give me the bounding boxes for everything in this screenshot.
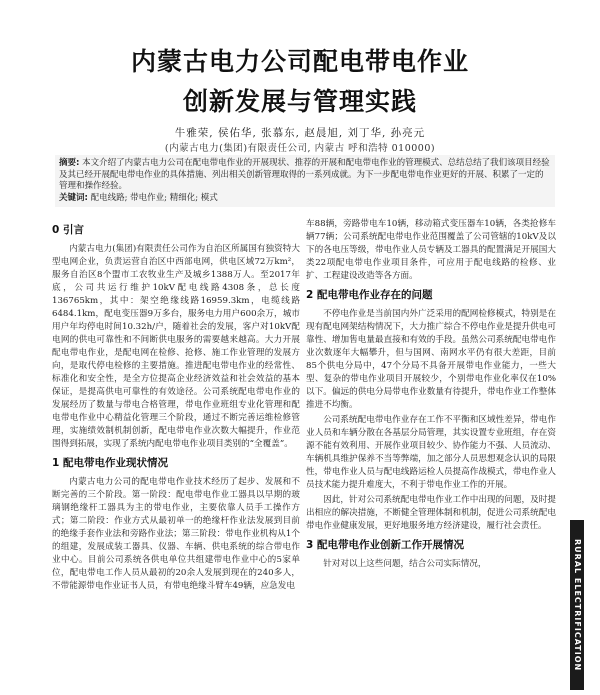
paragraph: 因此，针对公司系统配电带电作业工作中出现的问题，及时提出相应的解决措施，不断健全管理体制和机制，促进公司系统配电带电作业健康发展，更好地服务地方经济建设，履行社会责任。: [306, 495, 556, 531]
right-column: [306, 218, 556, 573]
abstract-box: [55, 155, 555, 207]
section-heading-intro: 0 引言: [52, 224, 84, 236]
keywords-text: 配电线路; 带电作业; 精细化; 模式: [90, 192, 218, 203]
title-line-1: 内蒙古电力公司配电带电作业: [130, 47, 469, 76]
abstract-text: 本文介绍了内蒙古电力公司在配电带电作业的开展现状、推荐的开展和配电带电作业的管理模式、总结总结了我们该项目经验及其已经开展配电带电作业的具体措施、列出相关创新管理取得的一系列成就。为下一步配电带电作业更好的开展、积累了一定的管理和操作经验。: [59, 158, 550, 191]
abstract-label: 摘要:: [59, 158, 80, 168]
section-heading-3: 3 配电带电作业创新工作开展情况: [306, 539, 464, 551]
paragraph: 针对对以上这些问题，结合公司实际情况，: [323, 559, 487, 569]
paragraph: 车88辆，旁路带电车10辆，移动箱式变压器车10辆，各类抢修车辆77辆；公司系统配电带电作业范围覆盖了公司管辖的10kV及以下的各电压等级，带电作业人员专辆及工器具的配置满足开展国大类22项配电带电作业项目条件，可应用于配电线路的检修、业扩、工程建设改造等各方面。: [306, 219, 556, 281]
section-heading-2: 2 配电带电作业存在的问题: [306, 289, 433, 301]
left-column: [52, 218, 300, 595]
paragraph: 不停电作业是当前国内外广泛采用的配网检修模式，特别是在现有配电网架结构情况下，大力推广综合不停电作业是提升供电可靠性、增加售电量最直接和有效的手段。虽然公司系统配电带电作业次数逐年大幅攀升，但与国网、南网水平仍有很大差距，目前85个供电分局中，47个分局不具备开展带电作业能力，一些大型、复杂的带电作业项目开展较少，个别带电作业化率仅在10%以下。偏远的供电分局带电作业数量有待提升，带电作业工作整体推进不均衡。: [306, 309, 556, 410]
authors: 牛雅荣, 侯佑华, 张慕东, 赵晨旭, 刘丁华, 孙亮元: [174, 127, 426, 139]
paragraph: 内蒙古电力公司的配电带电作业技术经历了起步、发展和不断完善的三个阶段。第一阶段：配电带电作业工器具以早期的玻璃钢绝缘杆工器具为主的带电作业，主要依靠人员手工操作方式；第二阶段：作业方式从最初单一的绝缘杆作业法发展到目前的绝缘手套作业法和旁路作业法；第三阶段：带电作业机构从1个的组建，发展成装工器具、仪器、车辆、供电系统的综合带电作业中心。目前公司系统各供电单位共组建带电作业中心的5家单位，配电带电工作人员从最初的20余人发展到现在的240多人，不带能源带电作业证书人员，有带电绝缘斗臂车49辆，应急发电: [52, 477, 300, 591]
affiliation: (内蒙古电力(集团)有限责任公司, 内蒙古 呼和浩特 010000): [164, 143, 436, 154]
paragraph: 公司系统配电带电作业存在工作不平衡和区域性差异，带电作业人员和车辆分散在各基层分局管理，其实设置专业班组，存在资源不能有效利用、开展作业项目较少、协作能力不强、人员流动、车辆机具维护保养不当等弊端，加之部分人员思想观念认识的局限性，带电作业人员与配电线路运检人员提高作战模式，带电作业人员技术能力提升难度大，不利于带电作业工作的开展。: [306, 415, 556, 490]
title-line-2: 创新发展与管理实践: [182, 87, 417, 116]
section-heading-1: 1 配电带电作业现状情况: [52, 457, 168, 469]
keywords-label: 关键词:: [59, 192, 88, 203]
paragraph: 内蒙古电力(集团)有限责任公司作为自治区所属国有独资特大型电网企业，负责运营自治区中西部电网，供电区域72万km²，服务自治区8个盟市工农牧业生产及城乡1388万人。至2017年底，公司共运行维护10kV配电线路4308条，总长度136765km，其中：架空绝缘线路16959.3km，电缆线路6484.1km，配电变压器9万多台，服务电力用户600余万，城市用户年均停电时间10.32h/户，随着社会的发展，客户对10kV配电网的供电可靠性和不间断供电服务的需要越来越高。大力开展配电带电作业，是配电网在检修、抢修、施工作业管理的发展方向，是取代停电检修的主要措施。推进配电带电作业的经常性、标准化和安全性，是全方位提高企业经济效益和社会效益的基本保证，是提高供电可靠性的有效途径。公司系统配电带电作业的发展经历了数量与带电合格管理，带电作业班组专业化管理和配电带电作业中心精益化管理三个阶段，通过不断完善运维检修管理，实施绩效制机制创新，配电带电作业次数大幅提升，作业范围得到拓展，实现了系统内配电带电作业项目类别的“全覆盖”。: [52, 244, 300, 449]
journal-sidebar-tab: RURAL ELECTRIFICATION: [570, 520, 584, 690]
